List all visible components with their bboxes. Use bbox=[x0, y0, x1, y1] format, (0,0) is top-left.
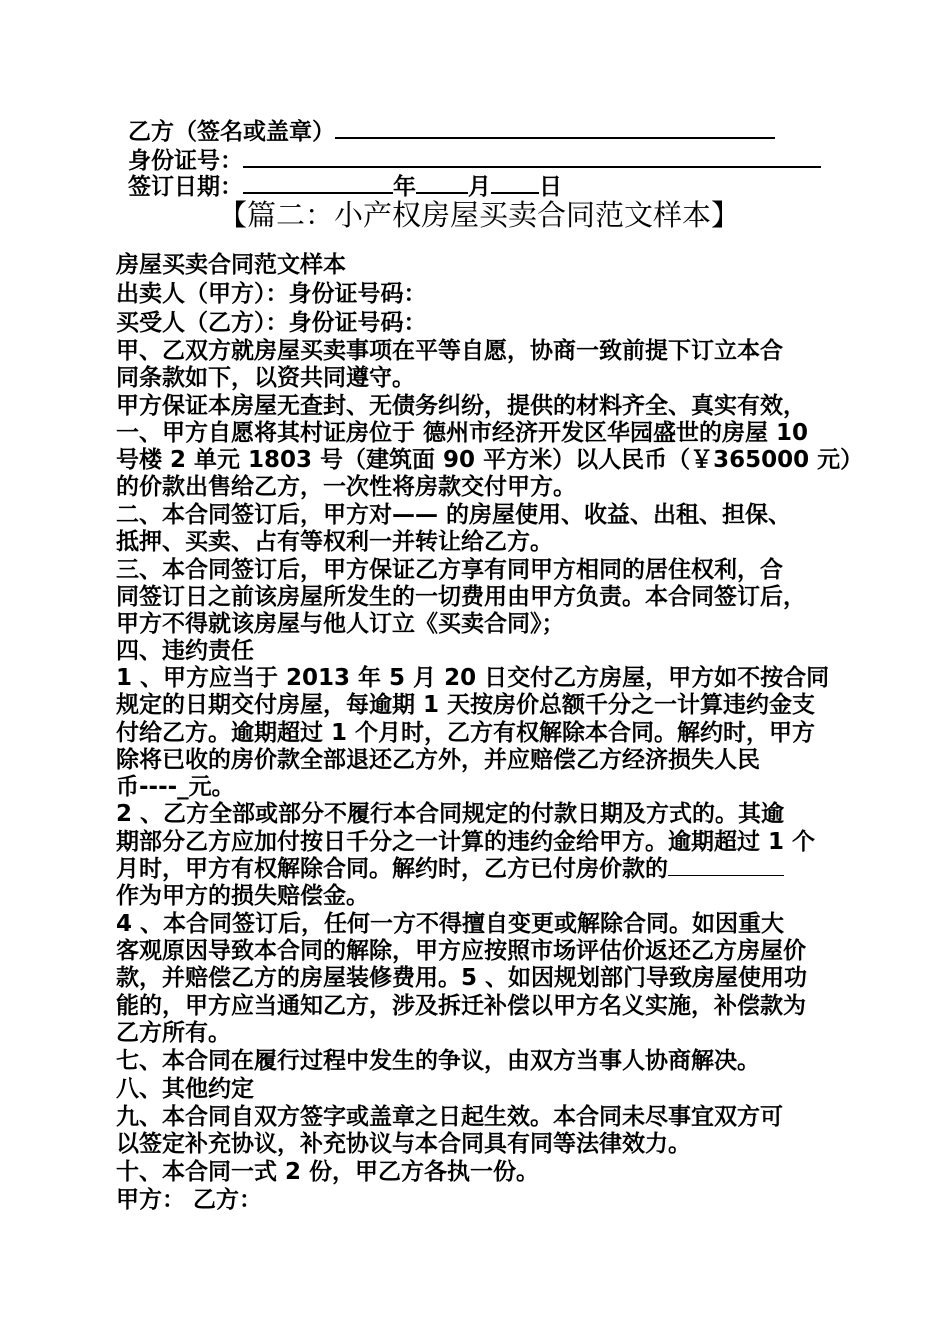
buyer-line: 买受人（乙方）：身份证号码： bbox=[116, 310, 427, 336]
text-line: 4 、本合同签订后，任何一方不得擅自变更或解除合同。如因重大 bbox=[116, 911, 785, 937]
year-label: 年 bbox=[393, 174, 416, 200]
text-line: 付给乙方。逾期超过 1 个月时，乙方有权解除本合同。解约时，甲方 bbox=[116, 720, 816, 746]
date-label: 签订日期： bbox=[128, 174, 243, 200]
text-line: 月时，甲方有权解除合同。解约时，乙方已付房价款的 bbox=[116, 856, 668, 882]
text-line: 甲方保证本房屋无查封、无债务纠纷，提供的材料齐全、真实有效， bbox=[116, 393, 806, 419]
text-line: 1 、甲方应当于 2013 年 5 月 20 日交付乙方房屋，甲方如不按合同 bbox=[116, 665, 830, 691]
signature-blank bbox=[335, 117, 775, 139]
text-line: 三、本合同签订后，甲方保证乙方享有同甲方相同的居住权利，合 bbox=[116, 557, 783, 583]
id-blank bbox=[243, 146, 821, 168]
doc-heading: 房屋买卖合同范文样本 bbox=[116, 252, 346, 278]
text-line: 除将已收的房价款全部退还乙方外，并应赔偿乙方经济损失人民 bbox=[116, 747, 760, 773]
text-line: 一、甲方自愿将其村证房位于 德州市经济开发区华园盛世的房屋 10 bbox=[116, 420, 809, 446]
seller-line: 出卖人（甲方）：身份证号码： bbox=[116, 281, 427, 307]
text-line: 期部分乙方应加付按日千分之一计算的违约金给甲方。逾期超过 1 个 bbox=[116, 829, 816, 855]
text-line: 以签定补充协议，补充协议与本合同具有同等法律效力。 bbox=[116, 1131, 691, 1157]
party-b-signature-line bbox=[128, 117, 775, 146]
day-blank bbox=[491, 172, 539, 194]
month-blank bbox=[416, 172, 468, 194]
text-line: 号楼 2 单元 1803 号（建筑面 90 平方米）以人民币（￥365000 元） bbox=[116, 447, 864, 473]
text-line: 同签订日之前该房屋所发生的一切费用由甲方负责。本合同签订后， bbox=[116, 584, 806, 610]
text-line: 币----_元。 bbox=[116, 774, 235, 800]
text-line: 规定的日期交付房屋，每逾期 1 天按房价总额千分之一计算违约金支 bbox=[116, 692, 816, 718]
section-heading: 八、其他约定 bbox=[116, 1076, 254, 1102]
text-line: 甲方不得就该房屋与他人订立《买卖合同》； bbox=[116, 611, 565, 637]
text-line: 七、本合同在履行过程中发生的争议，由双方当事人协商解决。 bbox=[116, 1048, 760, 1074]
id-number-line bbox=[128, 146, 821, 175]
month-label: 月 bbox=[468, 174, 491, 200]
signatories-line: 甲方： 乙方： bbox=[116, 1187, 263, 1213]
party-b-label: 乙方（签名或盖章） bbox=[128, 119, 335, 145]
text-line-with-blank bbox=[116, 855, 784, 883]
text-line: 客观原因导致本合同的解除，甲方应按照市场评估价返还乙方房屋价 bbox=[116, 938, 806, 964]
text-line: 二、本合同签订后，甲方对—— 的房屋使用、收益、出租、担保、 bbox=[116, 502, 792, 528]
text-line: 甲、乙双方就房屋买卖事项在平等自愿，协商一致前提下订立本合 bbox=[116, 338, 783, 364]
text-line: 抵押、买卖、占有等权利一并转让给乙方。 bbox=[116, 529, 553, 555]
text-line: 款，并赔偿乙方的房屋装修费用。5 、如因规划部门导致房屋使用功 bbox=[116, 965, 808, 991]
text-line: 2 、乙方全部或部分不履行本合同规定的付款日期及方式的。其逾 bbox=[116, 801, 785, 827]
id-label: 身份证号： bbox=[128, 148, 243, 174]
text-line: 作为甲方的损失赔偿金。 bbox=[116, 883, 369, 909]
text-line: 的价款出售给乙方，一次性将房款交付甲方。 bbox=[116, 474, 576, 500]
text-line: 乙方所有。 bbox=[116, 1020, 231, 1046]
amount-blank bbox=[668, 855, 784, 876]
text-line: 十、本合同一式 2 份，甲乙方各执一份。 bbox=[116, 1159, 540, 1185]
section-title: 【篇二：小产权房屋买卖合同范文样本】 bbox=[218, 198, 741, 232]
text-line: 同条款如下，以资共同遵守。 bbox=[116, 365, 415, 391]
text-line: 九、本合同自双方签字或盖章之日起生效。本合同未尽事宜双方可 bbox=[116, 1104, 783, 1130]
year-blank bbox=[243, 172, 393, 194]
section-heading: 四、违约责任 bbox=[116, 638, 254, 664]
day-label: 日 bbox=[539, 174, 562, 200]
text-line: 能的，甲方应当通知乙方，涉及拆迁补偿以甲方名义实施，补偿款为 bbox=[116, 993, 806, 1019]
